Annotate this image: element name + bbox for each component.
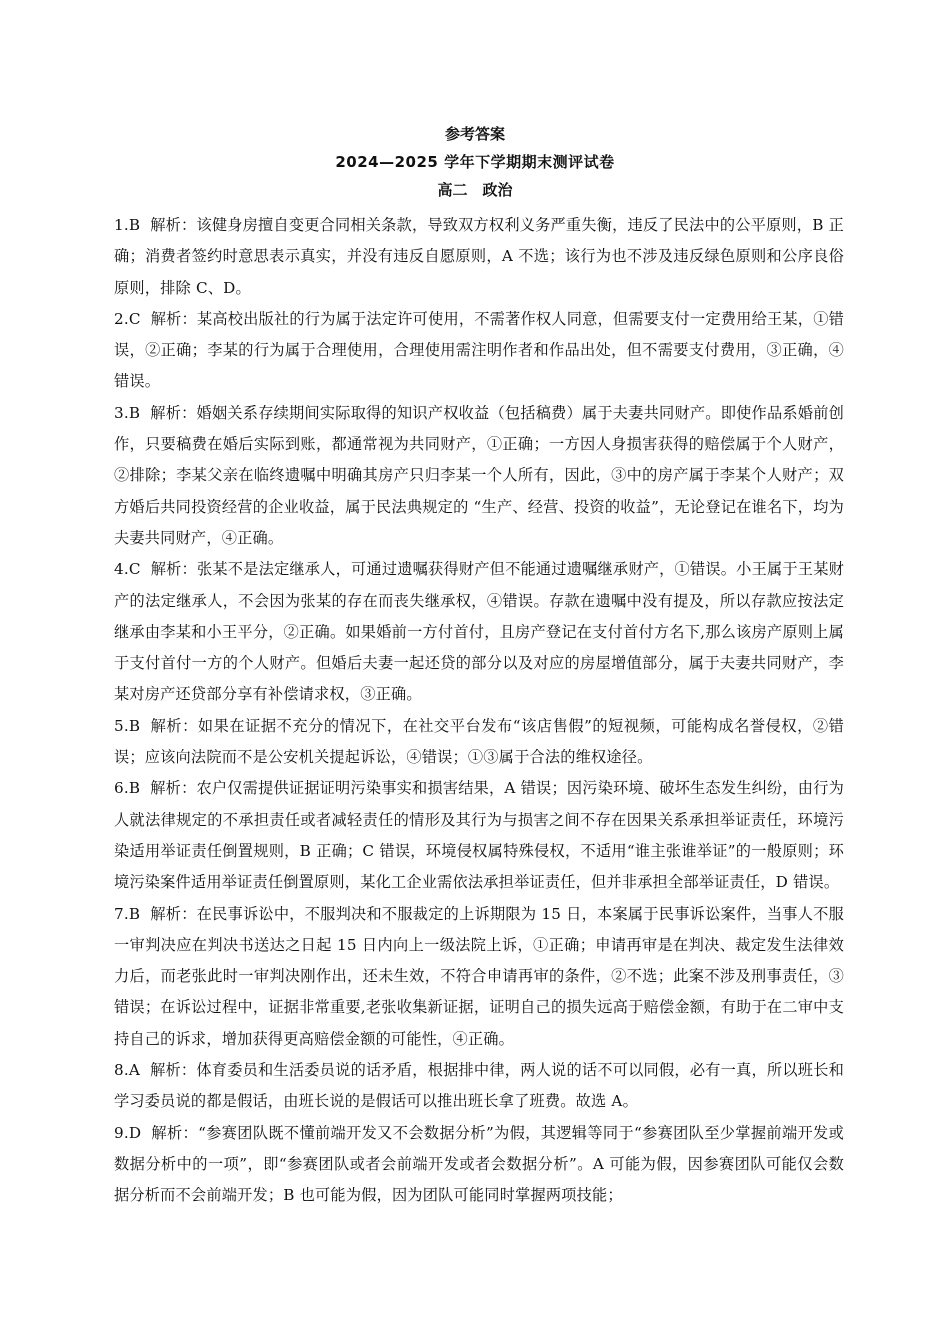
answer-number: 3.B xyxy=(114,403,141,422)
answer-text: 解析：在民事诉讼中，不服判决和不服裁定的上诉期限为 15 日，本案属于民事诉讼案件，当事人不服一审判决应在判决书送达之日起 15 日内向上一级法院上诉，①正确；申请再审是在判决、裁定发生法律效力后，而老张此时一审判决刚作出，还未生效，不符合申请再审的条件，②不选；此案不涉及刑事责任，③错误；在诉讼过程中，证据非常重要,老张收集新证据，证明自己的损失远高于赔偿金额，有助于在二审中支持自己的诉求，增加获得更高赔偿金额的可能性，④正确。 xyxy=(114,904,844,1048)
answer-number: 2.C xyxy=(114,309,141,328)
answer-number: 9.D xyxy=(114,1123,142,1142)
answer-item xyxy=(114,899,844,1055)
answer-list xyxy=(114,210,844,1212)
answer-text: 解析：张某不是法定继承人，可通过遗嘱获得财产但不能通过遗嘱继承财产，①错误。小王属于王某财产的法定继承人，不会因为张某的存在而丧失继承权，④错误。存款在遗嘱中没有提及，所以存款应按法定继承由李某和小王平分，②正确。如果婚前一方付首付，且房产登记在支付首付方名下,那么该房产原则上属于支付首付一方的个人财产。但婚后夫妻一起还贷的部分以及对应的房屋增值部分，属于夫妻共同财产，李某对房产还贷部分享有补偿请求权，③正确。 xyxy=(114,560,844,704)
answer-text: 解析：“参赛团队既不懂前端开发又不会数据分析”为假，其逻辑等同于“参赛团队至少掌握前端开发或数据分析中的一项”，即“参赛团队或者会前端开发或者会数据分析”。A 可能为假，因参赛团队可能仅会数据分析而不会前端开发；B 也可能为假，因为团队可能同时掌握两项技能； xyxy=(114,1123,844,1205)
answer-text: 解析：某高校出版社的行为属于法定许可使用，不需著作权人同意，但需要支付一定费用给王某，①错误，②正确；李某的行为属于合理使用，合理使用需注明作者和作品出处，但不需要支付费用，③正确，④错误。 xyxy=(114,309,844,391)
answer-number: 5.B xyxy=(114,716,141,735)
page-title: 参考答案 xyxy=(444,125,505,143)
exam-title: 2024—2025 学年下学期期末测评试卷 xyxy=(335,153,615,171)
answer-text: 解析：婚姻关系存续期间实际取得的知识产权收益（包括稿费）属于夫妻共同财产。即使作品系婚前创作，只要稿费在婚后实际到账，都通常视为共同财产，①正确；一方因人身损害获得的赔偿属于个人财产，②排除；李某父亲在临终遗嘱中明确其房产只归李某一个人所有，因此，③中的房产属于李某个人财产；双方婚后共同投资经营的企业收益，属于民法典规定的 “生产、经营、投资的收益”，无论登记在谁名下，均为夫妻共同财产，④正确。 xyxy=(114,403,844,547)
header xyxy=(0,120,950,204)
answer-item xyxy=(114,304,844,398)
answer-item xyxy=(114,398,844,554)
answer-number: 1.B xyxy=(114,216,141,234)
answer-text: 解析：农户仅需提供证据证明污染事实和损害结果，A 错误；因污染环境、破坏生态发生纠纷，由行为人就法律规定的不承担责任或者减轻责任的情形及其行为与损害之间不存在因果关系承担举证责任，环境污染适用举证责任倒置规则，B 正确；C 错误，环境侵权属特殊侵权，不适用“谁主张谁举证”的一般原则；环境污染案件适用举证责任倒置原则，某化工企业需依法承担举证责任，但并非承担全部举证责任，D 错误。 xyxy=(114,779,844,892)
answer-item xyxy=(114,773,844,898)
answer-number: 4.C xyxy=(114,560,141,579)
answer-text: 解析：如果在证据不充分的情况下，在社交平台发布“该店售假”的短视频，可能构成名誉侵权，②错误；应该向法院而不是公安机关提起诉讼，④错误；①③属于合法的维权途径。 xyxy=(114,716,844,767)
subject-title: 高二 政治 xyxy=(437,181,513,199)
answer-text: 解析：该健身房擅自变更合同相关条款，导致双方权利义务严重失衡，违反了民法中的公平原则，B 正确；消费者签约时意思表示真实，并没有违反自愿原则，A 不选；该行为也不涉及违反绿色原则和公序良俗原则，排除 C、D。 xyxy=(114,216,844,297)
answer-number: 7.B xyxy=(114,904,141,923)
answer-item xyxy=(114,1118,844,1212)
answer-item xyxy=(114,1055,844,1118)
answer-number: 8.A xyxy=(114,1061,141,1080)
answer-text: 解析：体育委员和生活委员说的话矛盾，根据排中律，两人说的话不可以同假，必有一真，所以班长和学习委员说的都是假话，由班长说的是假话可以推出班长拿了班费。故选 A。 xyxy=(114,1061,844,1111)
answer-item xyxy=(114,210,844,304)
answer-number: 6.B xyxy=(114,779,141,798)
answer-item xyxy=(114,711,844,774)
answer-item xyxy=(114,554,844,710)
